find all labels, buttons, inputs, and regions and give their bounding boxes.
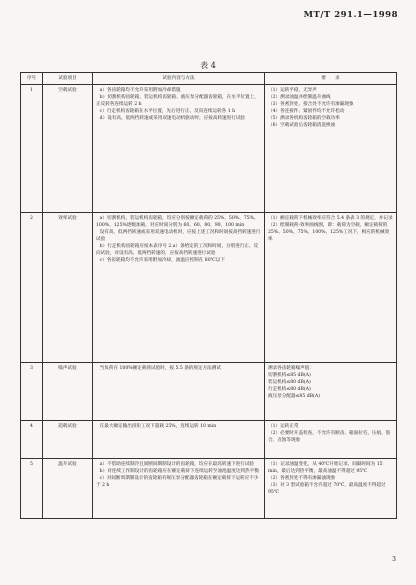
requirement-line: （3）各密封处、接合处不允许有渗漏现象 <box>268 101 354 107</box>
method-line: c）行走机构齿轮箱在水平位置，先后进行正、反向连续运转各 1 h <box>99 108 236 114</box>
method-line: 在最大额定输出扭矩工况下超载 25%，连续运转 10 min <box>99 423 217 429</box>
row-number: 1 <box>21 85 43 213</box>
test-method <box>93 421 265 459</box>
method-line: c）各齿轮箱均不允许采用附加冷却，油温应控制在 80℃以下 <box>99 258 225 264</box>
table-row <box>21 213 397 363</box>
requirement-line: 液压泵分配器≤85 dB(A) <box>268 393 320 399</box>
test-item: 效率试验 <box>43 213 93 363</box>
requirement-line: （3）对 3 型试验箱不允许超过 70℃，最高温度不得超过 95℃ <box>268 482 386 495</box>
test-method <box>93 363 265 421</box>
requirement-line: （2）必要时开盖检查，不允许有断齿、箱面拉毛、压痕、胶合、点蚀等现象 <box>268 430 391 443</box>
test-item: 超载试验 <box>43 421 93 459</box>
column-header-method: 试验内容与方法 <box>93 73 265 85</box>
requirement-line: 行走机构≤80 dB(A) <box>268 386 311 392</box>
test-item: 温升试验 <box>43 459 93 519</box>
test-method <box>93 459 265 519</box>
standard-code: MT/T 291.1—1998 <box>303 10 398 20</box>
row-number: 2 <box>21 213 43 363</box>
requirement-line: 测录各齿轮箱噪声值： <box>268 365 314 371</box>
test-requirements <box>265 421 397 459</box>
column-header-item: 试验项目 <box>43 73 93 85</box>
requirement-line: （4）各连接件、紧固件均不允许松动 <box>268 108 345 114</box>
test-method <box>93 85 265 213</box>
table-row <box>21 421 397 459</box>
requirement-line: （2）各密封处不得有渗漏油现象 <box>268 475 336 481</box>
method-line: 当负荷在 100%额定载荷试验时，按 5.5 条的规定方法测试 <box>99 365 221 371</box>
method-line: a）切割机构、装运机构齿轮箱，均应分别按额定载荷的 25%、50%、75%、100%、125%逐级加载，对应时间分别为 60、60、80、90、100 min <box>96 215 259 228</box>
table-row <box>21 363 397 421</box>
table-title: 表 4 <box>200 61 216 70</box>
requirement-line: （1）额定载荷下机械效率应符合 5.4 条表 3 的规定，并记录 <box>268 215 393 221</box>
requirement-line: 装运机构≤80 dB(A) <box>268 379 311 385</box>
method-line: b）切割机构齿轮箱、装运机构齿轮箱、液压泵分配器齿轮箱，在水平位置上，正反转各连续运转 2 h <box>96 94 259 107</box>
table-header-row <box>21 73 397 85</box>
requirement-line: （2）测录油温并绘制温升曲线 <box>268 94 331 100</box>
test-item: 噪声试验 <box>43 363 93 421</box>
row-number: 5 <box>21 459 43 519</box>
test-requirements <box>265 213 397 363</box>
table-row <box>21 459 397 519</box>
method-line: a）各齿轮箱均不允许采用附加冷却措施 <box>99 87 181 93</box>
test-item: 空载试验 <box>43 85 93 213</box>
page-number: 3 <box>392 556 396 563</box>
column-header-requirements: 要 求 <box>265 73 397 85</box>
row-number: 3 <box>21 363 43 421</box>
requirement-line: （1）记录油温变化，从 40℃开始记录，间隔时间为 15 min，最后达到热平衡，最高油温不得超过 95℃ <box>268 461 383 474</box>
column-header-no: 序号 <box>21 73 43 85</box>
method-line: 设有高、低两挡转速或采用双速电动机时，应按上述工况和时间按高挡转速进行试验 <box>96 229 261 242</box>
test-requirements <box>265 363 397 421</box>
table-row <box>21 85 397 213</box>
requirement-line: （1）运转正常 <box>268 423 299 429</box>
method-line: c）对间断周期制设计的齿轮箱有规压泵分配器齿轮箱在额定载荷下运转应不少于 2 h <box>96 475 259 488</box>
requirement-line: （2）绘制载荷-效率曲线图，即：载荷为空载，额定载荷的 25%、50%、75%、100%、125%工况下，相应的机械效率 <box>268 222 390 242</box>
requirement-line: （5）测录各机构齿轮箱的空载功率 <box>268 115 340 121</box>
test-method <box>93 213 265 363</box>
method-line: a）不借助连续制冷且间断间期制设计的齿轮箱，均应在最高转速下进行试验 <box>99 461 255 467</box>
test-spec-table <box>20 72 397 519</box>
test-requirements <box>265 85 397 213</box>
method-line: b）行走机构齿轮箱应按本表序号 2.a）条给定的工况和时间，分别进行正、反向试验，对设有高、低两挡转速的，应按高挡转速进行试验 <box>96 243 259 257</box>
requirement-line: 切割机构≤85 dB(A) <box>268 372 311 378</box>
method-line: d）设有高、低两挡转速或采用双速电动机驱动时，应按高转速进行试验 <box>99 115 246 121</box>
method-line: b）对连续工作制设计的齿轮箱应在额定载荷下连续运转至油池温度达到热平衡 <box>99 468 259 474</box>
row-number: 4 <box>21 421 43 459</box>
test-requirements <box>265 459 397 519</box>
requirement-line: （6）空载试验后齿轮箱清洗换油 <box>268 123 336 129</box>
requirement-line: （1）运转平稳，无异声 <box>268 87 317 93</box>
